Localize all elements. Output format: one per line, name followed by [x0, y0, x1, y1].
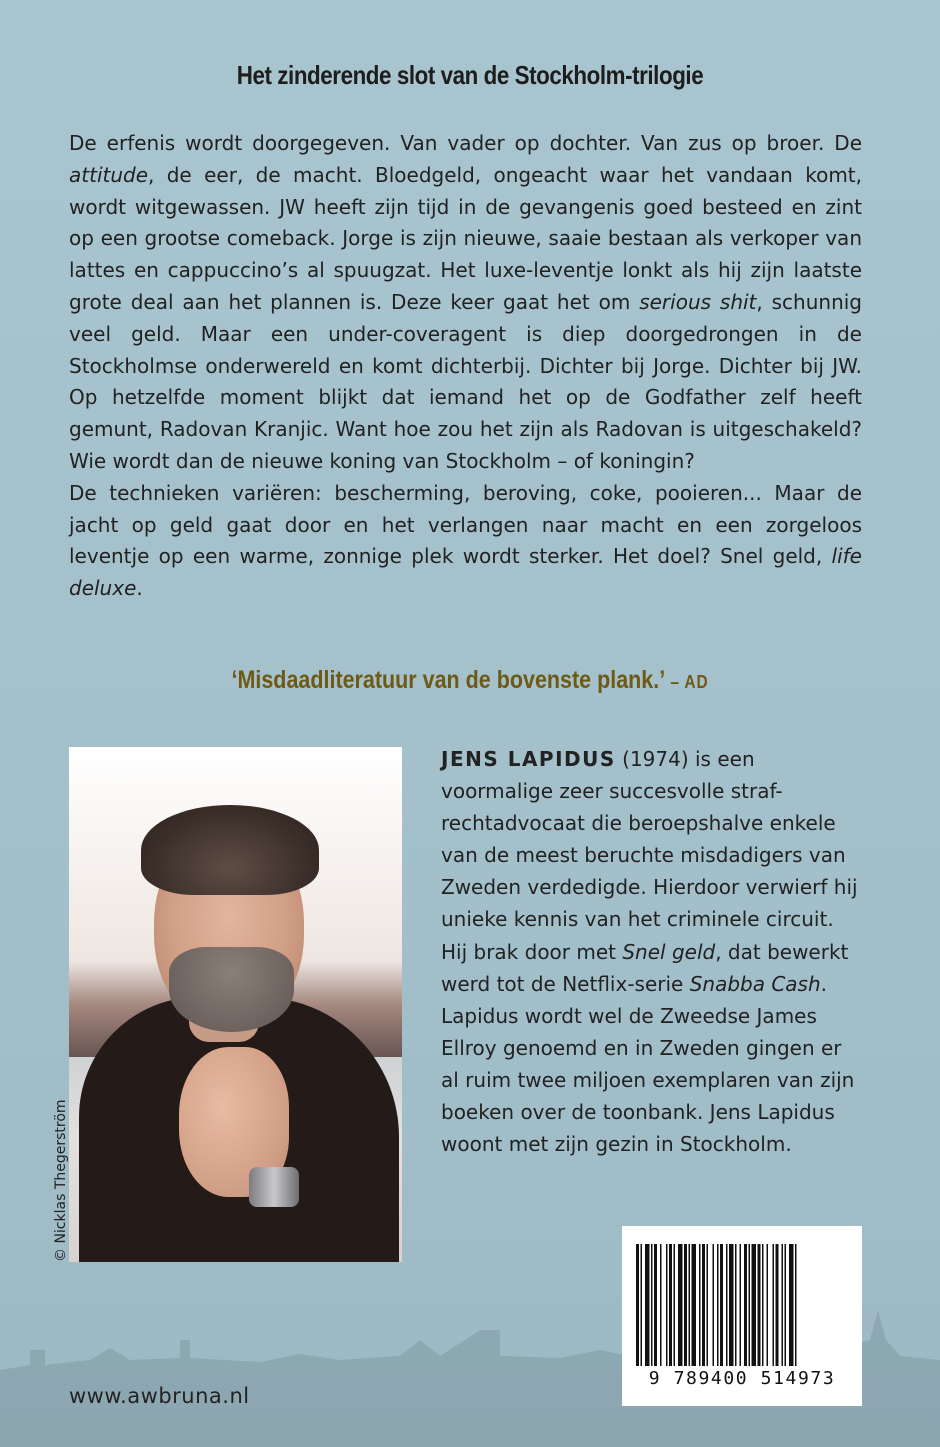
blurb-text-segment: De erfenis wordt doorgegeven. Van vader op dochter. Van zus op broer. De — [69, 131, 862, 155]
blurb-text-segment: , de eer, de macht. Bloedgeld, ongeacht waar het vandaan komt, wordt witgewassen. JW heeft zijn tijd in de gevangenis goed besteed en zint op een grootse comeback. Jorge is zijn nieuwe, saaie bestaan als verkoper van lattes en cappuccino’s al spuugzat. Het luxe-leventje lonkt als hij zijn laatste grote deal aan het plannen is. Deze keer gaat het om — [69, 162, 862, 314]
press-quote-source: – AD — [670, 672, 709, 692]
barcode-bar — [636, 1244, 639, 1366]
blurb-text-segment: . — [136, 576, 143, 601]
blurb-paragraph-1 — [69, 128, 862, 478]
author-bio — [441, 743, 861, 1160]
barcode-bar — [740, 1244, 742, 1366]
bio-italic-series: Snabba Cash — [689, 971, 821, 996]
barcode-bars — [634, 1244, 850, 1374]
barcode-bar — [651, 1244, 653, 1366]
barcode-bar — [758, 1244, 761, 1366]
bio-text-segment: , dat bewerkt werd tot de Netflix-serie — [441, 939, 849, 996]
barcode-bar — [654, 1244, 657, 1366]
barcode-bar — [669, 1244, 672, 1366]
barcode-bar — [785, 1244, 787, 1366]
barcode-bar — [678, 1244, 683, 1366]
bio-text-segment: (1974) is een voormalige zeer succesvolle straf-rechtadvocaat die beroepshalve enkele van de meest beruchte misdadigers van Zweden verdedigde. Hierdoor verwierf hij unieke kennis van het criminele circuit. Hij brak door met — [441, 747, 858, 964]
bio-italic-book: Snel geld — [622, 939, 716, 964]
photo-author-watch — [249, 1167, 299, 1207]
bio-text-segment: . Lapidus wordt wel de Zweedse James Ellroy genoemd en in Zweden gingen er al ruim twee miljoen exemplaren van zijn boeken over de toonbank. Jens Lapidus woont met zijn gezin in Stockholm. — [441, 971, 855, 1157]
barcode-bar — [776, 1244, 779, 1366]
barcode-bar — [729, 1244, 734, 1366]
author-bio-paragraph — [441, 743, 861, 1160]
barcode — [622, 1226, 862, 1406]
isbn-number: 9 789400 514973 — [648, 1368, 836, 1389]
blurb-text-segment: De technieken variëren: bescherming, beroving, coke, pooieren... Maar de jacht op geld gaat door en het verlangen naar macht en een zorgeloos leventje op een warme, zonnige plek wordt sterker. Het doel? Snel geld, — [69, 480, 862, 569]
barcode-bar — [767, 1244, 769, 1366]
barcode-bar — [702, 1244, 705, 1366]
blurb-italic-life: life deluxe — [69, 544, 862, 601]
photo-author-hair — [141, 805, 319, 895]
barcode-bar — [749, 1244, 751, 1366]
press-quote — [66, 666, 874, 695]
barcode-bar — [735, 1244, 737, 1366]
barcode-bar — [773, 1244, 775, 1366]
barcode-bar — [717, 1244, 719, 1366]
photo-credit: © Nicklas Thegerström — [53, 1099, 69, 1262]
barcode-bar — [666, 1244, 668, 1366]
author-photo — [69, 747, 402, 1262]
barcode-bar — [660, 1244, 662, 1366]
barcode-bar — [674, 1244, 676, 1366]
barcode-bar — [789, 1244, 794, 1366]
barcode-bar — [744, 1244, 747, 1366]
blurb-italic-serious: serious shit — [639, 289, 757, 314]
barcode-bar — [707, 1244, 709, 1366]
barcode-bar — [684, 1244, 687, 1366]
tagline: Het zinderende slot van de Stockholm-trilogie — [236, 60, 704, 90]
barcode-bar — [720, 1244, 723, 1366]
photo-author-beard — [169, 947, 294, 1032]
blurb-italic-attitude: attitude — [69, 162, 149, 187]
barcode-bar — [752, 1244, 757, 1366]
press-quote-text: ‘Misdaadliteratuur van de bovenste plank.’ — [231, 666, 666, 694]
barcode-bar — [645, 1244, 650, 1366]
author-name: JENS LAPIDUS — [441, 747, 616, 771]
barcode-bar — [692, 1244, 697, 1366]
blurb-text — [69, 128, 862, 605]
barcode-bar — [641, 1244, 643, 1366]
barcode-bar — [795, 1244, 797, 1366]
barcode-bar — [713, 1244, 715, 1366]
blurb-paragraph-2 — [69, 478, 862, 605]
barcode-bar — [782, 1244, 784, 1366]
blurb-text-segment: , schunnig veel geld. Maar een under-coveragent is diep doorgedrongen in de Stockholmse onderwereld en komt dichterbij. Dichter bij Jorge. Dichter bij JW. Op hetzelfde moment blijkt dat iemand het op de Godfather zelf heeft gemunt, Radovan Kranjic. Want hoe zou het zijn als Radovan is uitgeschakeld? Wie wordt dan de nieuwe koning van Stockholm – of koningin? — [69, 289, 863, 473]
barcode-bar — [689, 1244, 691, 1366]
barcode-bar — [699, 1244, 701, 1366]
publisher-website: www.awbruna.nl — [69, 1384, 250, 1408]
barcode-bar — [762, 1244, 764, 1366]
barcode-bar — [726, 1244, 728, 1366]
